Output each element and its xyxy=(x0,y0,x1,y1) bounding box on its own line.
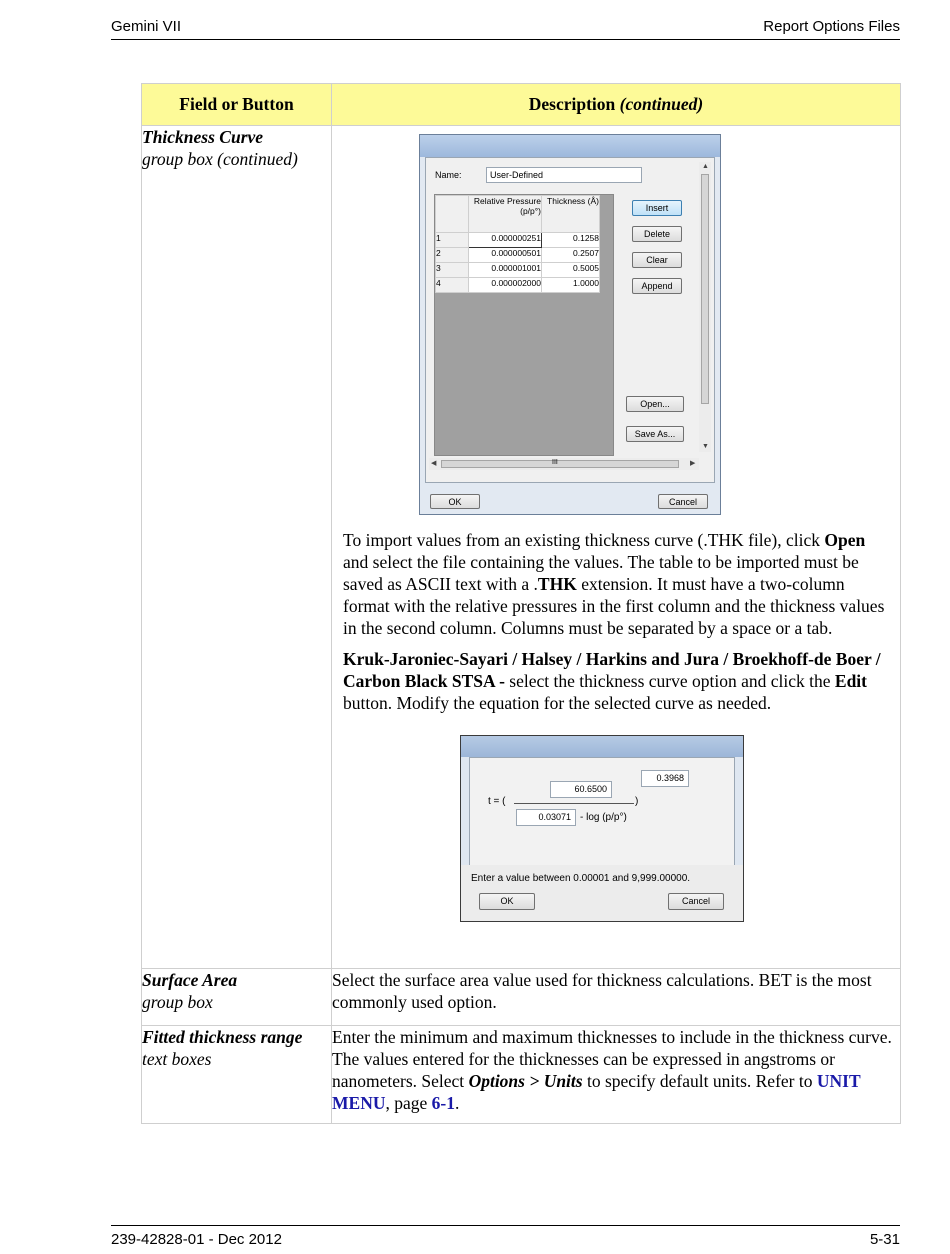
thickness-cell[interactable]: 1.0000 xyxy=(542,278,600,293)
delete-button[interactable]: Delete xyxy=(632,226,682,242)
footer-page-number: 5-31 xyxy=(869,1231,900,1248)
table-row[interactable] xyxy=(436,248,600,263)
scroll-thumb[interactable] xyxy=(441,460,679,468)
log-term-label: - log (p/p°) xyxy=(580,812,627,823)
row-number: 2 xyxy=(436,248,469,263)
edit-keyword: Edit xyxy=(834,671,867,691)
row-number: 4 xyxy=(436,278,469,293)
text: to specify default units. Refer to xyxy=(582,1071,817,1091)
col-header-description-label: Description xyxy=(528,94,616,114)
thickness-cell[interactable]: 0.2507 xyxy=(542,248,600,263)
scroll-right-icon[interactable]: ▶ xyxy=(690,460,696,467)
append-button[interactable]: Append xyxy=(632,278,682,294)
dialog-footer xyxy=(461,865,743,921)
field-description-table xyxy=(141,83,901,1124)
horizontal-scrollbar[interactable] xyxy=(429,458,699,470)
thk-keyword: THK xyxy=(537,574,577,594)
description-cell xyxy=(332,126,901,969)
field-name: Surface Area xyxy=(142,970,238,990)
equation-dialog xyxy=(460,735,744,922)
description-text xyxy=(332,515,900,733)
thickness-cell[interactable]: 0.5005 xyxy=(542,263,600,278)
pressure-cell[interactable]: 0.000000251 xyxy=(469,233,542,248)
col-header-field: Field or Button xyxy=(142,84,332,126)
field-name: Thickness Curve xyxy=(142,127,264,147)
page-link[interactable]: 6-1 xyxy=(431,1093,455,1113)
field-type: group box (continued) xyxy=(142,149,298,169)
field-type: group box xyxy=(142,992,213,1012)
name-label: Name: xyxy=(435,170,462,180)
header-product: Gemini VII xyxy=(111,18,182,35)
open-keyword: Open xyxy=(824,530,866,550)
pressure-cell[interactable]: 0.000002000 xyxy=(469,278,542,293)
scroll-thumb[interactable] xyxy=(701,174,709,404)
fraction-bar xyxy=(514,803,634,804)
ok-button[interactable]: OK xyxy=(430,494,480,509)
scroll-down-icon[interactable]: ▼ xyxy=(702,443,709,450)
t-equals-label: t = ( xyxy=(488,796,506,807)
open-button[interactable]: Open... xyxy=(626,396,684,412)
constant-input[interactable]: 0.03071 xyxy=(516,809,576,826)
field-cell xyxy=(142,969,332,1026)
dialog-panel xyxy=(425,157,715,483)
col-header-pressure: Relative Pressure (p/p°) xyxy=(469,196,542,233)
curve-options-paragraph xyxy=(343,648,890,714)
table-row xyxy=(142,969,901,1026)
field-name: Fitted thickness range xyxy=(142,1027,303,1047)
col-header-thickness: Thickness (Å) xyxy=(542,196,600,233)
text: button. Modify the equation for the selected curve as needed. xyxy=(343,693,772,713)
unit-menu-link[interactable]: UNIT MENU xyxy=(332,1071,861,1113)
insert-button[interactable]: Insert xyxy=(632,200,682,216)
description-cell xyxy=(332,1026,901,1124)
scroll-left-icon[interactable]: ◀ xyxy=(431,460,437,467)
col-header-continued: (continued) xyxy=(619,94,704,114)
save-as-button[interactable]: Save As... xyxy=(626,426,684,442)
cancel-button[interactable]: Cancel xyxy=(658,494,708,509)
col-header-description xyxy=(332,84,901,126)
text: and select the file containing the values. The table to be imported must be saved as ASCII text with a . xyxy=(343,552,859,594)
text: , page xyxy=(385,1093,432,1113)
description-cell xyxy=(332,969,901,1026)
field-cell xyxy=(142,126,332,969)
pressure-cell[interactable]: 0.000001001 xyxy=(469,263,542,278)
clear-button[interactable]: Clear xyxy=(632,252,682,268)
text: extension. It must have a two-column format with the relative pressures in the first column and the thickness values in the second column. Columns must be separated by a space or a tab. xyxy=(343,574,885,638)
ok-button[interactable]: OK xyxy=(479,893,535,910)
text: select the thickness curve option and click the xyxy=(504,671,835,691)
table-header-row xyxy=(142,84,901,126)
footer-doc-number: 239-42828-01 - Dec 2012 xyxy=(111,1231,282,1248)
numerator-input[interactable]: 60.6500 xyxy=(550,781,612,798)
exponent-input[interactable]: 0.3968 xyxy=(641,770,689,787)
table-row[interactable] xyxy=(436,278,600,293)
row-number: 1 xyxy=(436,233,469,248)
thickness-table xyxy=(434,194,614,456)
text: . xyxy=(454,1093,460,1113)
name-input[interactable]: User-Defined xyxy=(486,167,642,183)
scroll-up-icon[interactable]: ▲ xyxy=(702,163,709,170)
vertical-scrollbar[interactable] xyxy=(699,162,711,452)
import-paragraph xyxy=(343,529,890,639)
row-number: 3 xyxy=(436,263,469,278)
table-row[interactable] xyxy=(436,263,600,278)
close-paren-label: ) xyxy=(635,796,639,807)
dialog-titlebar xyxy=(420,135,720,157)
cancel-button[interactable]: Cancel xyxy=(668,893,724,910)
corner-cell xyxy=(436,196,469,233)
equation-pane xyxy=(469,757,735,865)
table-row xyxy=(142,1026,901,1124)
range-hint: Enter a value between 0.00001 and 9,999.00000. xyxy=(471,873,691,884)
text: Enter the minimum and maximum thicknesses to include in the thickness curve. The values entered for the thicknesses can be expressed in angstroms or nanometers. Select xyxy=(332,1027,892,1091)
curve-names: Kruk-Jaroniec-Sayari / Halsey / Harkins and Jura / Broekhoff-de Boer / Carbon Black STSA - xyxy=(343,649,881,691)
options-units-path: Options > Units xyxy=(468,1071,583,1091)
table-row xyxy=(142,126,901,969)
header-section: Report Options Files xyxy=(763,18,900,35)
pressure-cell[interactable]: 0.000000501 xyxy=(469,248,542,263)
table-row[interactable] xyxy=(436,233,600,248)
dialog-titlebar xyxy=(461,736,743,757)
thickness-curve-dialog xyxy=(419,134,721,515)
surface-area-description: Select the surface area value used for thickness calculations. BET is the most commonly used option. xyxy=(332,970,872,1012)
text: To import values from an existing thickness curve (.THK file), click xyxy=(343,530,825,550)
page-footer xyxy=(111,1225,900,1248)
page-header xyxy=(111,17,900,40)
field-type: text boxes xyxy=(142,1049,212,1069)
thickness-cell[interactable]: 0.1258 xyxy=(542,233,600,248)
thumb-grip: III xyxy=(552,459,558,466)
field-cell xyxy=(142,1026,332,1124)
